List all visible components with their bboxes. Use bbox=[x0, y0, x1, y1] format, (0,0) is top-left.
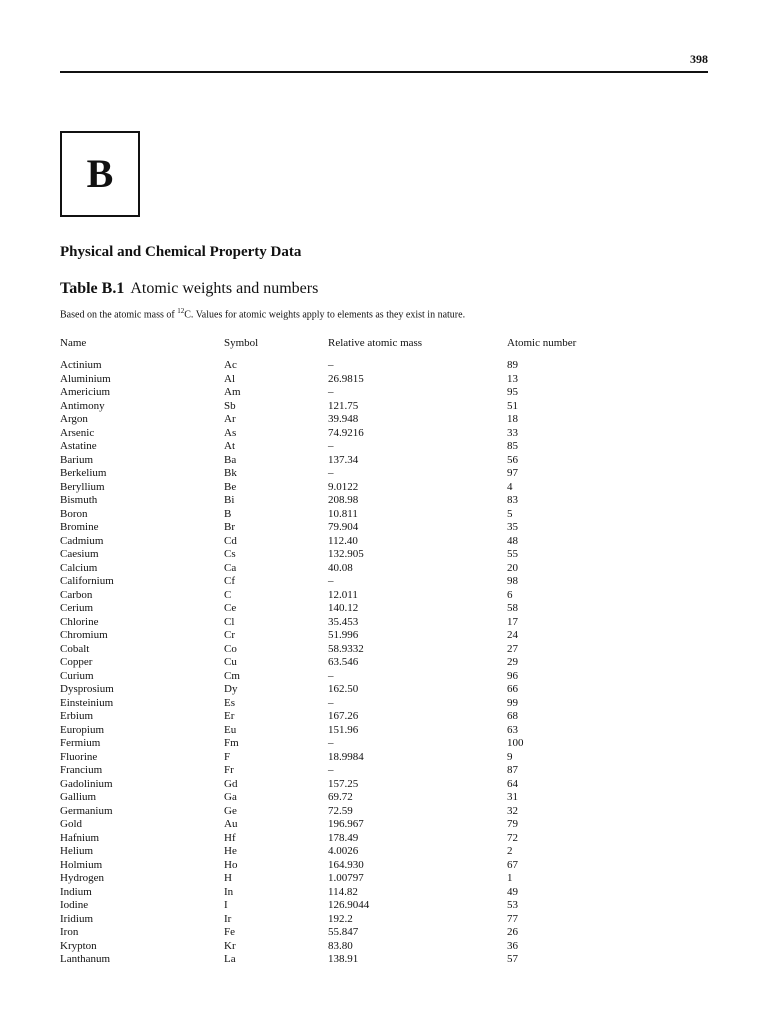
element-mass: 26.9815 bbox=[328, 372, 364, 385]
element-mass: 9.0122 bbox=[328, 480, 359, 493]
element-mass: 10.811 bbox=[328, 507, 358, 520]
element-mass: 74.9216 bbox=[328, 426, 364, 439]
element-symbol: As bbox=[224, 426, 237, 439]
table-row bbox=[0, 494, 768, 508]
element-symbol: Hf bbox=[224, 831, 236, 844]
table-row bbox=[0, 562, 768, 576]
element-mass: 1.00797 bbox=[328, 872, 364, 884]
element-number: 100 bbox=[507, 737, 524, 749]
element-name: Indium bbox=[60, 885, 92, 898]
table-row bbox=[0, 751, 768, 765]
element-symbol: Br bbox=[224, 521, 235, 533]
element-symbol: Fm bbox=[224, 737, 239, 749]
element-symbol: Eu bbox=[224, 723, 237, 736]
element-number: 72 bbox=[507, 831, 518, 844]
element-name: Holmium bbox=[60, 858, 103, 871]
element-name: Hafnium bbox=[60, 831, 100, 844]
element-mass: – bbox=[328, 764, 334, 776]
element-symbol: F bbox=[224, 750, 231, 763]
table-row bbox=[0, 805, 768, 819]
element-number: 24 bbox=[507, 629, 518, 641]
element-mass: 72.59 bbox=[328, 804, 353, 817]
element-symbol: Fr bbox=[224, 764, 234, 776]
element-mass: – bbox=[328, 696, 334, 709]
element-symbol: Kr bbox=[224, 939, 236, 952]
element-number: 98 bbox=[507, 575, 518, 587]
element-name: Caesium bbox=[60, 548, 99, 560]
element-symbol: Co bbox=[224, 642, 237, 655]
element-mass: 192.2 bbox=[328, 912, 353, 925]
column-header-number: Atomic number bbox=[507, 337, 577, 349]
element-number: 89 bbox=[507, 359, 518, 371]
element-name: Curium bbox=[60, 669, 94, 682]
element-number: 97 bbox=[507, 467, 518, 479]
element-number: 29 bbox=[507, 656, 518, 668]
element-symbol: C bbox=[224, 588, 232, 601]
element-symbol: Es bbox=[224, 696, 235, 709]
table-row bbox=[0, 940, 768, 954]
table-row bbox=[0, 697, 768, 711]
element-name: Erbium bbox=[60, 710, 93, 722]
element-name: Lanthanum bbox=[60, 953, 111, 965]
element-name: Americium bbox=[60, 386, 111, 398]
element-symbol: Cu bbox=[224, 656, 237, 668]
element-mass: – bbox=[328, 440, 334, 452]
table-row bbox=[0, 535, 768, 549]
table-row bbox=[0, 508, 768, 522]
table-row bbox=[0, 724, 768, 738]
element-name: Gold bbox=[60, 818, 82, 830]
element-symbol: Be bbox=[224, 480, 237, 493]
table-number: Table B.1 bbox=[60, 280, 125, 297]
element-table bbox=[0, 359, 768, 967]
element-symbol: Cs bbox=[224, 548, 236, 560]
page-number: 398 bbox=[690, 52, 708, 66]
element-number: 6 bbox=[507, 588, 513, 601]
table-row bbox=[0, 548, 768, 562]
element-name: Hydrogen bbox=[60, 872, 104, 884]
element-mass: – bbox=[328, 575, 334, 587]
element-number: 18 bbox=[507, 413, 518, 425]
table-row bbox=[0, 670, 768, 684]
element-number: 96 bbox=[507, 669, 518, 682]
element-number: 67 bbox=[507, 858, 518, 871]
element-number: 83 bbox=[507, 494, 518, 506]
element-mass: 112.40 bbox=[328, 534, 358, 547]
element-name: Fluorine bbox=[60, 750, 98, 763]
element-mass: 137.34 bbox=[328, 453, 359, 466]
element-number: 48 bbox=[507, 534, 518, 547]
element-mass: 39.948 bbox=[328, 413, 359, 425]
element-name: Californium bbox=[60, 575, 114, 587]
element-name: Einsteinium bbox=[60, 696, 114, 709]
element-name: Barium bbox=[60, 453, 93, 466]
header-rule bbox=[60, 71, 708, 73]
element-symbol: I bbox=[224, 899, 228, 911]
table-title-text: Atomic weights and numbers bbox=[130, 280, 319, 297]
element-number: 58 bbox=[507, 602, 518, 614]
table-note-before: Based on the atomic mass of bbox=[60, 309, 178, 321]
column-header-mass: Relative atomic mass bbox=[328, 337, 423, 349]
element-mass: – bbox=[328, 359, 334, 371]
element-number: 68 bbox=[507, 710, 518, 722]
element-name: Gadolinium bbox=[60, 777, 113, 790]
element-mass: 51.996 bbox=[328, 629, 359, 641]
table-row bbox=[0, 872, 768, 886]
element-number: 95 bbox=[507, 386, 518, 398]
element-symbol: Cr bbox=[224, 629, 235, 641]
element-mass: 69.72 bbox=[328, 791, 353, 803]
table-row bbox=[0, 832, 768, 846]
element-name: Cadmium bbox=[60, 534, 104, 547]
element-name: Argon bbox=[60, 413, 88, 425]
table-row bbox=[0, 953, 768, 967]
table-row bbox=[0, 818, 768, 832]
element-name: Francium bbox=[60, 764, 103, 776]
element-name: Fermium bbox=[60, 737, 101, 749]
element-number: 36 bbox=[507, 939, 518, 952]
element-name: Chromium bbox=[60, 629, 108, 641]
element-symbol: Am bbox=[224, 386, 241, 398]
element-mass: 151.96 bbox=[328, 723, 359, 736]
element-number: 27 bbox=[507, 642, 518, 655]
table-row bbox=[0, 521, 768, 535]
element-name: Beryllium bbox=[60, 480, 105, 493]
element-symbol: Bk bbox=[224, 467, 237, 479]
element-symbol: He bbox=[224, 845, 237, 857]
element-number: 85 bbox=[507, 440, 518, 452]
element-number: 32 bbox=[507, 804, 518, 817]
table-row bbox=[0, 845, 768, 859]
table-row bbox=[0, 602, 768, 616]
element-mass: 79.904 bbox=[328, 521, 359, 533]
element-number: 33 bbox=[507, 426, 518, 439]
element-number: 66 bbox=[507, 683, 518, 695]
element-number: 79 bbox=[507, 818, 518, 830]
element-symbol: Ar bbox=[224, 413, 236, 425]
table-row bbox=[0, 589, 768, 603]
element-number: 26 bbox=[507, 926, 518, 938]
element-mass: – bbox=[328, 737, 334, 749]
element-mass: 157.25 bbox=[328, 777, 359, 790]
element-mass: 12.011 bbox=[328, 588, 358, 601]
element-symbol: Ga bbox=[224, 791, 237, 803]
table-row bbox=[0, 413, 768, 427]
element-name: Calcium bbox=[60, 561, 98, 574]
element-mass: 114.82 bbox=[328, 885, 358, 898]
element-symbol: Er bbox=[224, 710, 235, 722]
table-row bbox=[0, 427, 768, 441]
element-name: Berkelium bbox=[60, 467, 107, 479]
table-row bbox=[0, 575, 768, 589]
element-number: 5 bbox=[507, 507, 513, 520]
element-number: 57 bbox=[507, 953, 518, 965]
table-row bbox=[0, 454, 768, 468]
element-name: Helium bbox=[60, 845, 93, 857]
element-name: Boron bbox=[60, 507, 88, 520]
element-number: 2 bbox=[507, 845, 513, 857]
element-symbol: Bi bbox=[224, 494, 235, 506]
table-row bbox=[0, 859, 768, 873]
element-name: Europium bbox=[60, 723, 104, 736]
table-row bbox=[0, 656, 768, 670]
element-number: 63 bbox=[507, 723, 518, 736]
element-name: Iodine bbox=[60, 899, 89, 911]
element-symbol: Cm bbox=[224, 669, 240, 682]
element-mass: 18.9984 bbox=[328, 750, 364, 763]
appendix-underline bbox=[60, 215, 140, 217]
element-symbol: Gd bbox=[224, 777, 238, 790]
table-row bbox=[0, 481, 768, 495]
table-note bbox=[60, 307, 465, 320]
element-number: 53 bbox=[507, 899, 518, 911]
element-name: Bismuth bbox=[60, 494, 98, 506]
table-row bbox=[0, 440, 768, 454]
element-symbol: Ir bbox=[224, 912, 232, 925]
element-mass: 138.91 bbox=[328, 953, 359, 965]
table-row bbox=[0, 778, 768, 792]
column-header-name: Name bbox=[60, 337, 87, 349]
element-symbol: Cf bbox=[224, 575, 235, 587]
element-symbol: Ce bbox=[224, 602, 237, 614]
element-number: 17 bbox=[507, 615, 518, 628]
table-row bbox=[0, 643, 768, 657]
element-number: 20 bbox=[507, 561, 518, 574]
element-symbol: Ge bbox=[224, 804, 237, 817]
element-symbol: Ho bbox=[224, 858, 238, 871]
table-row bbox=[0, 359, 768, 373]
table-row bbox=[0, 386, 768, 400]
element-name: Krypton bbox=[60, 939, 97, 952]
element-mass: 196.967 bbox=[328, 818, 364, 830]
element-number: 31 bbox=[507, 791, 518, 803]
table-note-after: C. Values for atomic weights apply to elements as they exist in nature. bbox=[184, 309, 466, 321]
element-number: 64 bbox=[507, 777, 518, 790]
element-symbol: B bbox=[224, 507, 232, 520]
table-row bbox=[0, 764, 768, 778]
element-mass: 4.0026 bbox=[328, 845, 359, 857]
table-row bbox=[0, 791, 768, 805]
element-name: Cobalt bbox=[60, 642, 90, 655]
table-row bbox=[0, 467, 768, 481]
element-number: 49 bbox=[507, 885, 518, 898]
table-row bbox=[0, 899, 768, 913]
element-mass: 208.98 bbox=[328, 494, 359, 506]
element-mass: 162.50 bbox=[328, 683, 359, 695]
element-name: Astatine bbox=[60, 440, 97, 452]
element-name: Germanium bbox=[60, 804, 113, 817]
element-name: Actinium bbox=[60, 359, 102, 371]
element-symbol: Fe bbox=[224, 926, 235, 938]
element-symbol: Al bbox=[224, 372, 235, 385]
element-mass: 63.546 bbox=[328, 656, 359, 668]
element-number: 77 bbox=[507, 912, 518, 925]
element-name: Bromine bbox=[60, 521, 99, 533]
element-mass: 167.26 bbox=[328, 710, 359, 722]
table-row bbox=[0, 913, 768, 927]
element-number: 35 bbox=[507, 521, 518, 533]
element-symbol: Ba bbox=[224, 453, 237, 466]
element-number: 13 bbox=[507, 372, 518, 385]
element-name: Cerium bbox=[60, 602, 93, 614]
element-symbol: Sb bbox=[224, 399, 236, 412]
element-number: 56 bbox=[507, 453, 518, 466]
table-row bbox=[0, 737, 768, 751]
element-symbol: H bbox=[224, 872, 232, 884]
element-symbol: Au bbox=[224, 818, 238, 830]
element-mass: 140.12 bbox=[328, 602, 359, 614]
table-row bbox=[0, 926, 768, 940]
table-row bbox=[0, 400, 768, 414]
element-number: 51 bbox=[507, 399, 518, 412]
element-name: Copper bbox=[60, 656, 93, 668]
element-number: 4 bbox=[507, 480, 513, 493]
chapter-title: Physical and Chemical Property Data bbox=[60, 244, 302, 260]
element-mass: – bbox=[328, 669, 334, 682]
element-symbol: Cd bbox=[224, 534, 237, 547]
element-symbol: At bbox=[224, 440, 235, 452]
table-row bbox=[0, 629, 768, 643]
element-name: Dysprosium bbox=[60, 683, 114, 695]
element-name: Iridium bbox=[60, 912, 93, 925]
element-number: 99 bbox=[507, 696, 518, 709]
element-mass: 178.49 bbox=[328, 831, 359, 844]
table-note-superscript: 12 bbox=[177, 307, 185, 315]
table-row bbox=[0, 373, 768, 387]
element-mass: 40.08 bbox=[328, 561, 353, 574]
table-row bbox=[0, 616, 768, 630]
column-header-symbol: Symbol bbox=[224, 337, 259, 349]
table-title bbox=[60, 280, 318, 298]
element-name: Chlorine bbox=[60, 615, 99, 628]
element-mass: 164.930 bbox=[328, 858, 364, 871]
element-number: 9 bbox=[507, 750, 513, 763]
element-mass: 58.9332 bbox=[328, 642, 364, 655]
table-row bbox=[0, 886, 768, 900]
element-name: Antimony bbox=[60, 399, 105, 412]
element-symbol: In bbox=[224, 885, 234, 898]
element-name: Aluminium bbox=[60, 372, 111, 385]
element-symbol: Ac bbox=[224, 359, 237, 371]
element-mass: 55.847 bbox=[328, 926, 359, 938]
element-symbol: Cl bbox=[224, 615, 235, 628]
element-symbol: La bbox=[224, 953, 236, 965]
element-symbol: Dy bbox=[224, 683, 238, 695]
element-name: Arsenic bbox=[60, 426, 95, 439]
element-mass: 83.80 bbox=[328, 939, 353, 952]
element-number: 55 bbox=[507, 548, 518, 560]
element-number: 1 bbox=[507, 872, 513, 884]
element-name: Carbon bbox=[60, 588, 93, 601]
element-name: Iron bbox=[60, 926, 79, 938]
element-mass: 126.9044 bbox=[328, 899, 370, 911]
table-row bbox=[0, 683, 768, 697]
element-number: 87 bbox=[507, 764, 518, 776]
appendix-box bbox=[60, 131, 140, 217]
element-mass: 132.905 bbox=[328, 548, 364, 560]
element-mass: – bbox=[328, 386, 334, 398]
appendix-letter: B bbox=[86, 151, 114, 196]
element-mass: – bbox=[328, 467, 334, 479]
element-mass: 35.453 bbox=[328, 615, 359, 628]
table-row bbox=[0, 710, 768, 724]
element-mass: 121.75 bbox=[328, 399, 359, 412]
element-name: Gallium bbox=[60, 791, 97, 803]
element-symbol: Ca bbox=[224, 561, 237, 574]
